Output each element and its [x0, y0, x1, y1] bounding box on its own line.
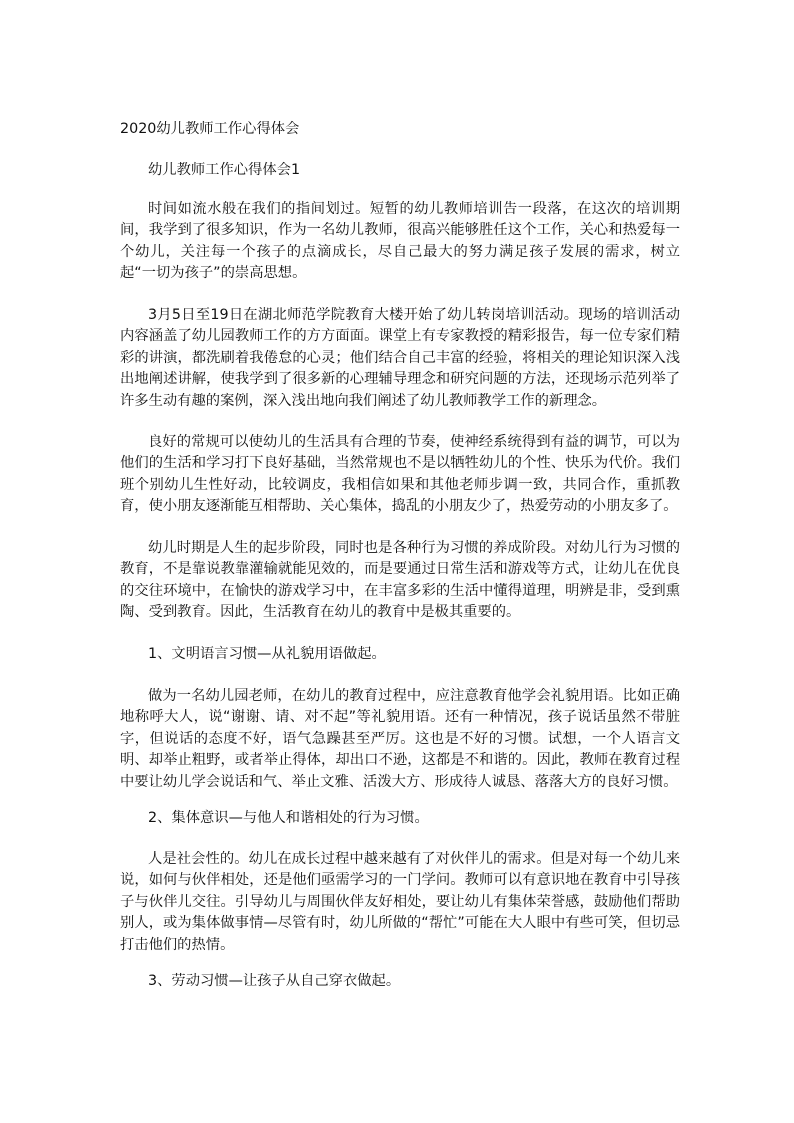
section-heading-2: 2、集体意识—与他人和谐相处的行为习惯。	[148, 810, 429, 826]
paragraph-polite-language: 做为一名幼儿园老师，在幼儿的教育过程中，应注意教育他学会礼貌用语。比如正确地称呼大人，说“谢谢、请、对不起”等礼貌用语。还有一种情况，孩子说话虽然不带脏字，但说话的态度不好，语气急躁甚至严厉。这也是不好的习惯。试想，一个人语言文明、却举止粗野，或者举止得体，却出口不逊，这都是不和谐的。因此，教师在教育过程中要让幼儿学会说话和气、举止文雅、活泼大方、形成待人诚恳、落落大方的良好习惯。	[120, 688, 680, 790]
paragraph-early-childhood: 幼儿时期是人生的起步阶段，同时也是各种行为习惯的养成阶段。对幼儿行为习惯的教育，不是靠说教靠灌输就能见效的，而是要通过日常生活和游戏等方式，让幼儿在优良的交往环境中，在愉快的游戏学习中，在丰富多彩的生活中懂得道理，明辨是非，受到熏陶、受到教育。因此，生活教育在幼儿的教育中是极其重要的。	[120, 540, 680, 621]
paragraph-training: 3月5日至19日在湖北师范学院教育大楼开始了幼儿转岗培训活动。现场的培训活动内容涵盖了幼儿园教师工作的方方面面。课堂上有专家教授的精彩报告，每一位专家们精彩的讲演，都洗刷着我倦怠的心灵；他们结合自己丰富的经验，将相关的理论知识深入浅出地阐述讲解，使我学到了很多新的心理辅导理念和研究问题的方法，还现场示范列举了许多生动有趣的案例，深入浅出地向我们阐述了幼儿教师教学工作的新理念。	[120, 307, 680, 409]
section-heading-1: 1、文明语言习惯—从礼貌用语做起。	[148, 646, 386, 662]
document-subtitle: 幼儿教师工作心得体会1	[148, 162, 301, 178]
section-heading-3: 3、劳动习惯—让孩子从自己穿衣做起。	[148, 973, 401, 989]
document-title: 2020幼儿教师工作心得体会	[120, 121, 300, 137]
paragraph-collective: 人是社会性的。幼儿在成长过程中越来越有了对伙伴儿的需求。但是对每一个幼儿来说，如何与伙伴相处，还是他们亟需学习的一门学问。教师可以有意识地在教育中引导孩子与伙伴儿交往。引导幼儿与周围伙伴友好相处，要让幼儿有集体荣誉感，鼓励他们帮助别人，或为集体做事情—尽管有时，幼儿所做的“帮忙”可能在大人眼中有些可笑，但切忌打击他们的热情。	[120, 851, 680, 953]
paragraph-intro: 时间如流水般在我们的指间划过。短暂的幼儿教师培训告一段落，在这次的培训期间，我学到了很多知识，作为一名幼儿教师，很高兴能够胜任这个工作，关心和热爱每一个幼儿，关注每一个孩子的点滴成长，尽自己最大的努力满足孩子发展的需求，树立起“一切为孩子”的崇高思想。	[120, 201, 680, 282]
paragraph-routine: 良好的常规可以使幼儿的生活具有合理的节奏，使神经系统得到有益的调节，可以为他们的生活和学习打下良好基础，当然常规也不是以牺牲幼儿的个性、快乐为代价。我们班个别幼儿生性好动，比较调皮，我相信如果和其他老师步调一致，共同合作，重抓教育，使小朋友逐渐能互相帮助、关心集体，捣乱的小朋友少了，热爱劳动的小朋友多了。	[120, 434, 680, 515]
document-page	[120, 0, 680, 1123]
